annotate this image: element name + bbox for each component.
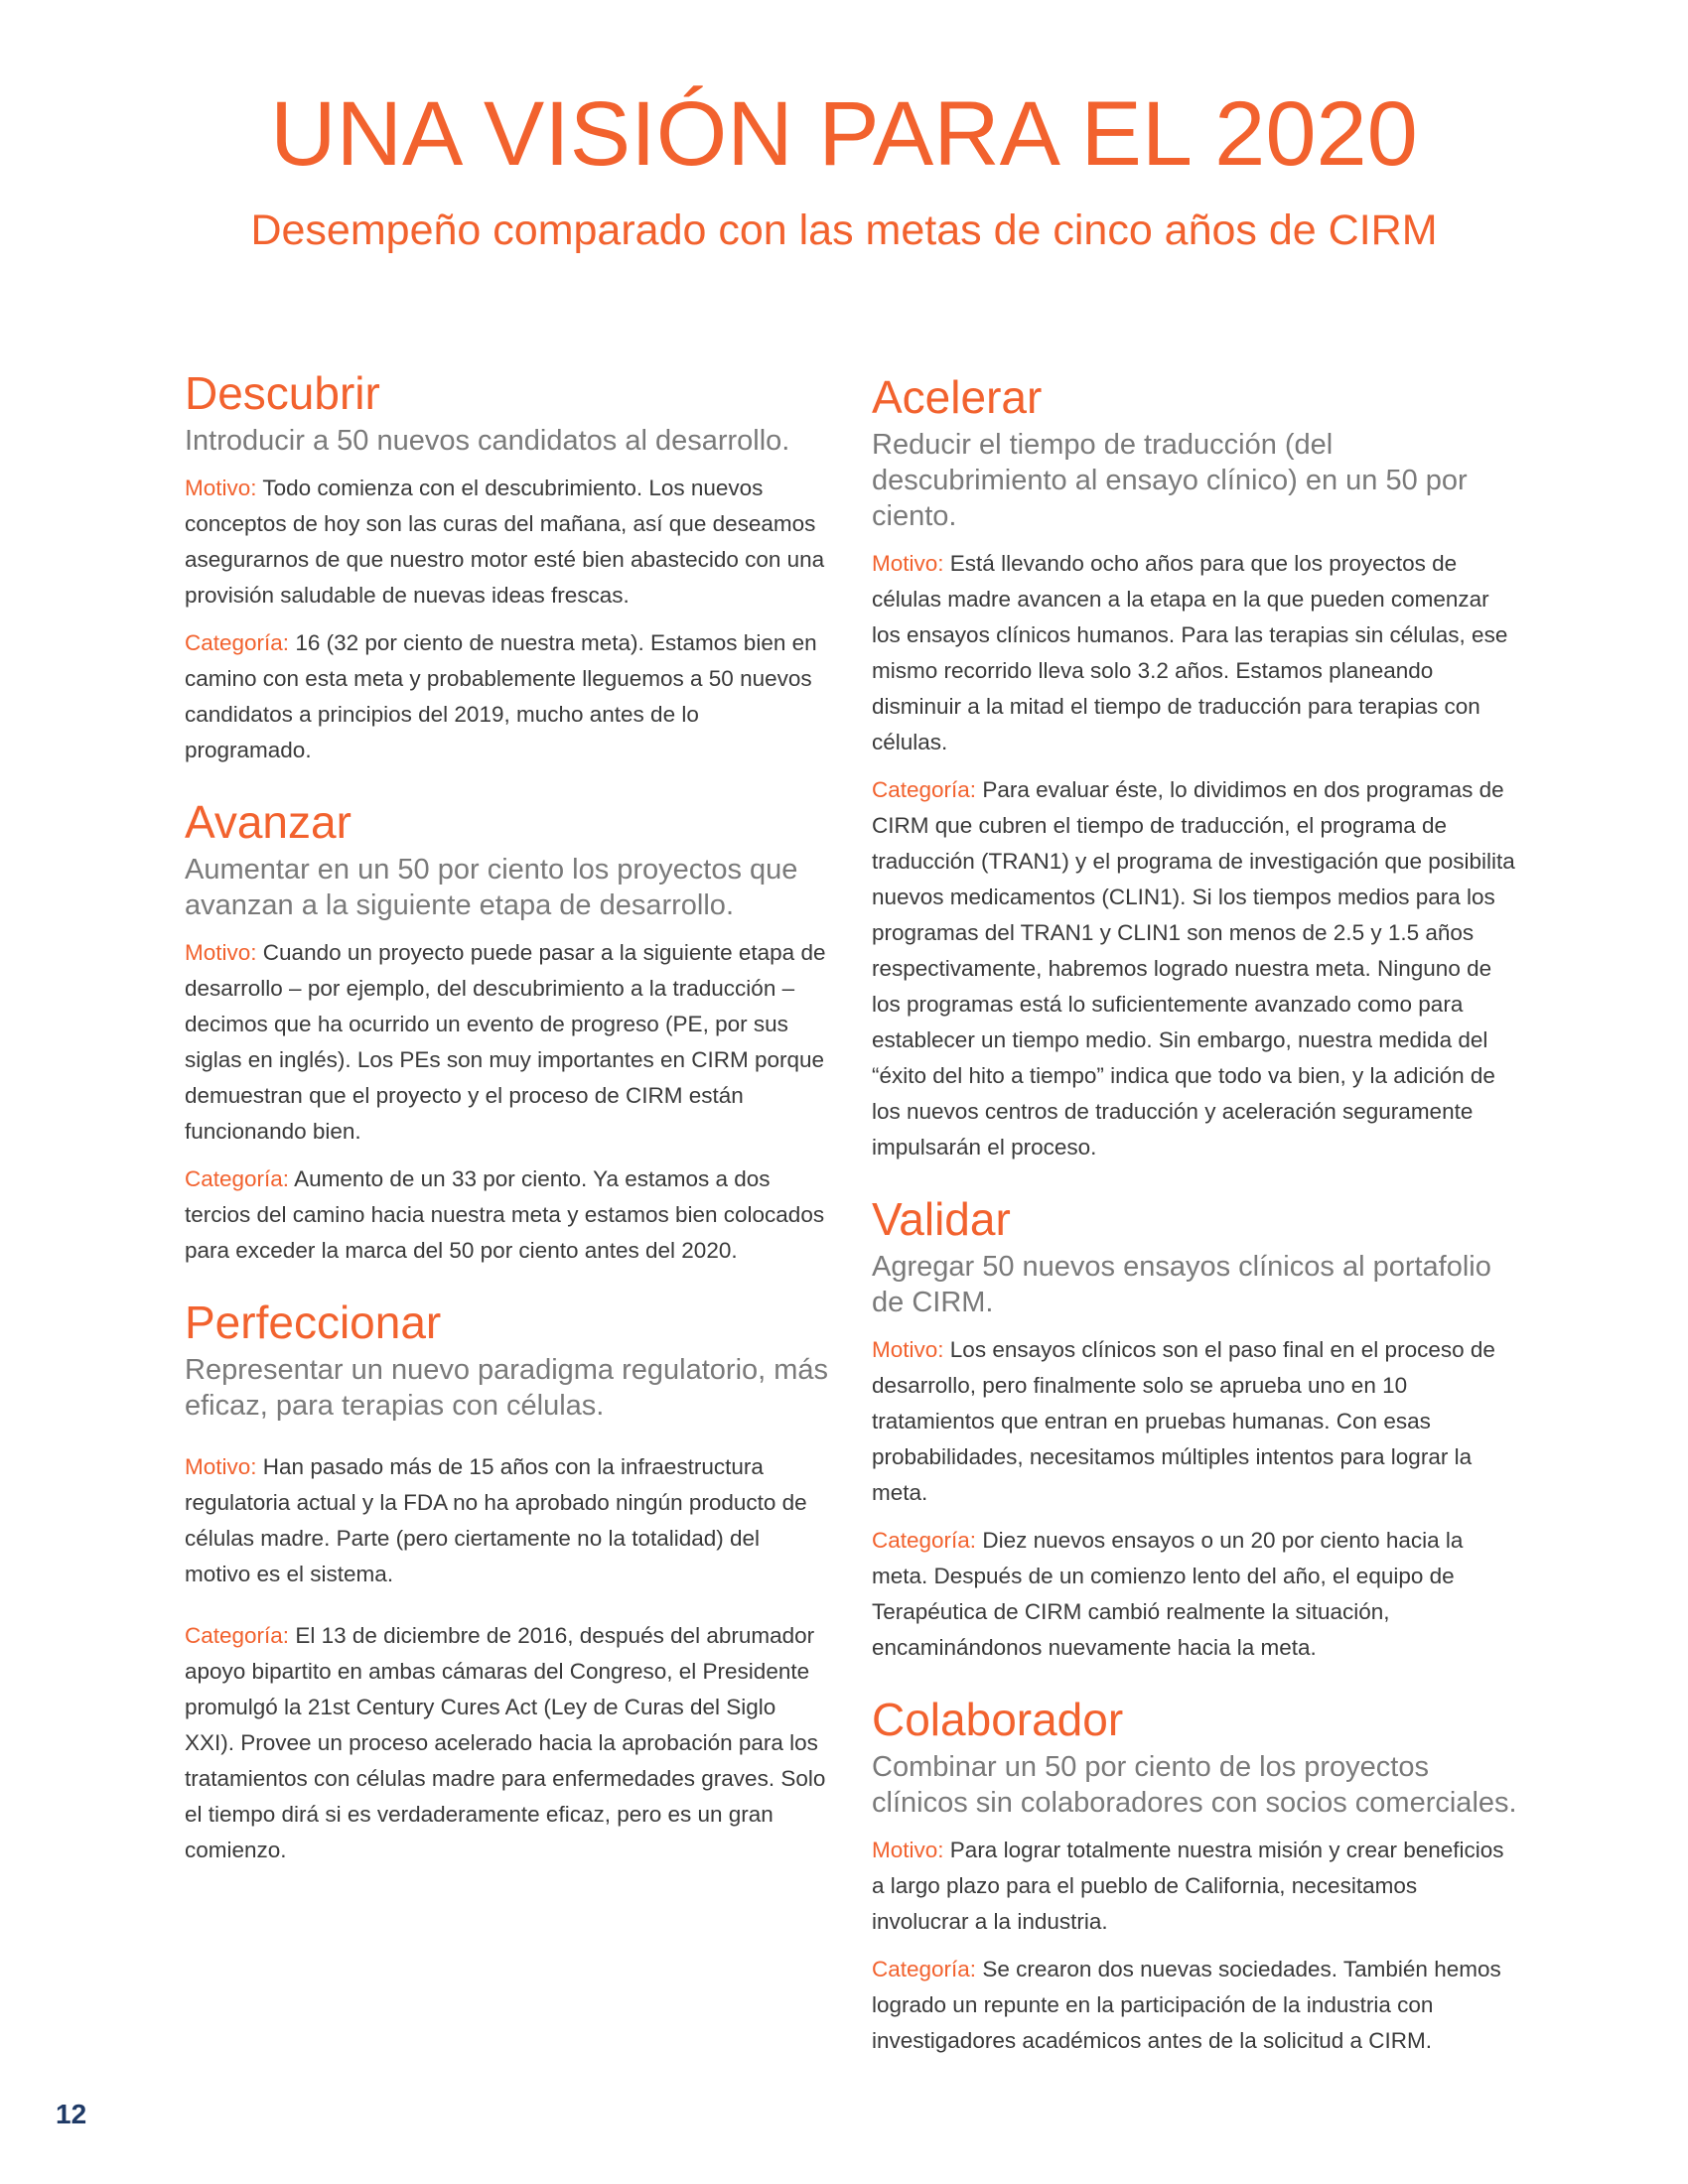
section-heading: Avanzar (185, 796, 352, 848)
section-validar (872, 1191, 1517, 1666)
motivo-text: Todo comienza con el descubrimiento. Los nuevos conceptos de hoy son las curas del mañana, así que deseamos asegurarnos de que nuestro motor esté bien abastecido con una provisión saludable de nuevas ideas frescas. (185, 476, 825, 608)
motivo-label: Motivo: (185, 476, 257, 500)
motivo-text: Está llevando ocho años para que los proyectos de células madre avancen a la etapa en la que pueden comenzar los ensayos clínicos humanos. Para las terapias sin células, ese mismo recorrido lleva solo 3.2 años. Estamos planeando disminuir a la mitad el tiempo de traducción para terapias con células. (872, 551, 1508, 754)
section-colaborador (872, 1692, 1517, 2059)
motivo-paragraph (185, 935, 830, 1150)
categoria-paragraph (872, 1952, 1517, 2059)
section-avanzar (185, 794, 830, 1269)
motivo-label: Motivo: (872, 1838, 944, 1862)
categoria-label: Categoría: (872, 777, 977, 802)
motivo-text: Cuando un proyecto puede pasar a la siguiente etapa de desarrollo – por ejemplo, del descubrimiento a la traducción – decimos que ha ocurrido un evento de progreso (PE, por sus siglas en inglés). Los PEs son muy importantes en CIRM porque demuestran que el proyecto y el proceso de CIRM están funcionando bien. (185, 940, 826, 1144)
categoria-text: Aumento de un 33 por ciento. Ya estamos a dos tercios del camino hacia nuestra meta y estamos bien colocados para exceder la marca del 50 por ciento antes del 2020. (185, 1166, 825, 1263)
categoria-text: El 13 de diciembre de 2016, después del abrumador apoyo bipartito en ambas cámaras del Congreso, el Presidente promulgó la 21st Century Cures Act (Ley de Curas del Siglo XXI). Provee un proceso acelerado hacia la aprobación para los tratamientos con células madre para enfermedades graves. Solo el tiempo dirá si es verdaderamente eficaz, pero es un gran comienzo. (185, 1623, 826, 1862)
goal-statement: Combinar un 50 por ciento de los proyectos clínicos sin colaboradores con socios comerciales. (872, 1751, 1517, 1819)
left-column (185, 365, 830, 1880)
motivo-text: Han pasado más de 15 años con la infraestructura regulatoria actual y la FDA no ha aprobado ningún producto de células madre. Parte (pero ciertamente no la totalidad) del motivo es el sistema. (185, 1454, 807, 1586)
motivo-label: Motivo: (872, 551, 944, 576)
categoria-label: Categoría: (185, 1166, 290, 1191)
page-number: 12 (56, 2099, 87, 2129)
categoria-text: 16 (32 por ciento de nuestra meta). Estamos bien en camino con esta meta y probablemente lleguemos a 50 nuevos candidatos a principios del 2019, mucho antes de lo programado. (185, 630, 817, 762)
motivo-label: Motivo: (872, 1337, 944, 1362)
motivo-text: Para lograr totalmente nuestra misión y crear beneficios a largo plazo para el pueblo de California, necesitamos involucrar a la industria. (872, 1838, 1504, 1934)
motivo-text: Los ensayos clínicos son el paso final en el proceso de desarrollo, pero finalmente solo se aprueba uno en 10 tratamientos que entran en pruebas humanas. Con esas probabilidades, necesitamos múltiples intentos para lograr la meta. (872, 1337, 1495, 1505)
section-acelerar (872, 369, 1517, 1165)
goal-statement: Introducir a 50 nuevos candidatos al desarrollo. (185, 425, 790, 457)
section-heading: Validar (872, 1193, 1011, 1245)
categoria-text: Para evaluar éste, lo dividimos en dos programas de CIRM que cubren el tiempo de traducción, el programa de traducción (TRAN1) y el programa de investigación que posibilita nuevos medicamentos (CLIN1). Si los tiempos medios para los programas del TRAN1 y CLIN1 son menos de 2.5 y 1.5 años respectivamente, habremos logrado nuestra meta. Ninguno de los programas está lo suficientemente avanzado como para establecer un tiempo medio. Sin embargo, nuestra medida del “éxito del hito a tiempo” indica que todo va bien, y la adición de los nuevos centros de traducción y aceleración seguramente impulsarán el proceso. (872, 777, 1515, 1160)
goal-statement: Representar un nuevo paradigma regulatorio, más eficaz, para terapias con células. (185, 1354, 829, 1422)
motivo-paragraph (872, 546, 1517, 760)
motivo-paragraph (872, 1833, 1517, 1940)
section-perfeccionar (185, 1295, 830, 1868)
motivo-label: Motivo: (185, 940, 257, 965)
categoria-label: Categoría: (872, 1957, 977, 1981)
categoria-label: Categoría: (185, 630, 290, 655)
section-heading: Perfeccionar (185, 1297, 442, 1348)
section-heading: Colaborador (872, 1694, 1124, 1745)
categoria-paragraph (872, 1523, 1517, 1666)
right-column (872, 369, 1517, 2071)
motivo-label: Motivo: (185, 1454, 257, 1479)
categoria-label: Categoría: (185, 1623, 290, 1648)
section-descubrir (185, 365, 830, 768)
categoria-text: Diez nuevos ensayos o un 20 por ciento hacia la meta. Después de un comienzo lento del año, el equipo de Terapéutica de CIRM cambió realmente la situación, encaminándonos nuevamente hacia la meta. (872, 1528, 1464, 1660)
goal-statement: Agregar 50 nuevos ensayos clínicos al portafolio de CIRM. (872, 1251, 1491, 1318)
section-heading: Descubrir (185, 367, 380, 419)
categoria-label: Categoría: (872, 1528, 977, 1553)
categoria-paragraph (185, 625, 830, 768)
goal-statement: Aumentar en un 50 por ciento los proyectos que avanzan a la siguiente etapa de desarrollo. (185, 854, 798, 921)
motivo-paragraph (185, 471, 830, 614)
page-subtitle: Desempeño comparado con las metas de cinco años de CIRM (250, 206, 1438, 254)
page-title: UNA VISIÓN PARA EL 2020 (270, 83, 1418, 185)
motivo-paragraph (185, 1449, 830, 1592)
categoria-paragraph (872, 772, 1517, 1165)
section-heading: Acelerar (872, 371, 1043, 423)
categoria-paragraph (185, 1161, 830, 1269)
categoria-text: Se crearon dos nuevas sociedades. También hemos logrado un repunte en la participación de la industria con investigadores académicos antes de la solicitud a CIRM. (872, 1957, 1501, 2053)
categoria-paragraph (185, 1618, 830, 1868)
goal-statement: Reducir el tiempo de traducción (del descubrimiento al ensayo clínico) en un 50 por ciento. (872, 429, 1468, 532)
motivo-paragraph (872, 1332, 1517, 1511)
